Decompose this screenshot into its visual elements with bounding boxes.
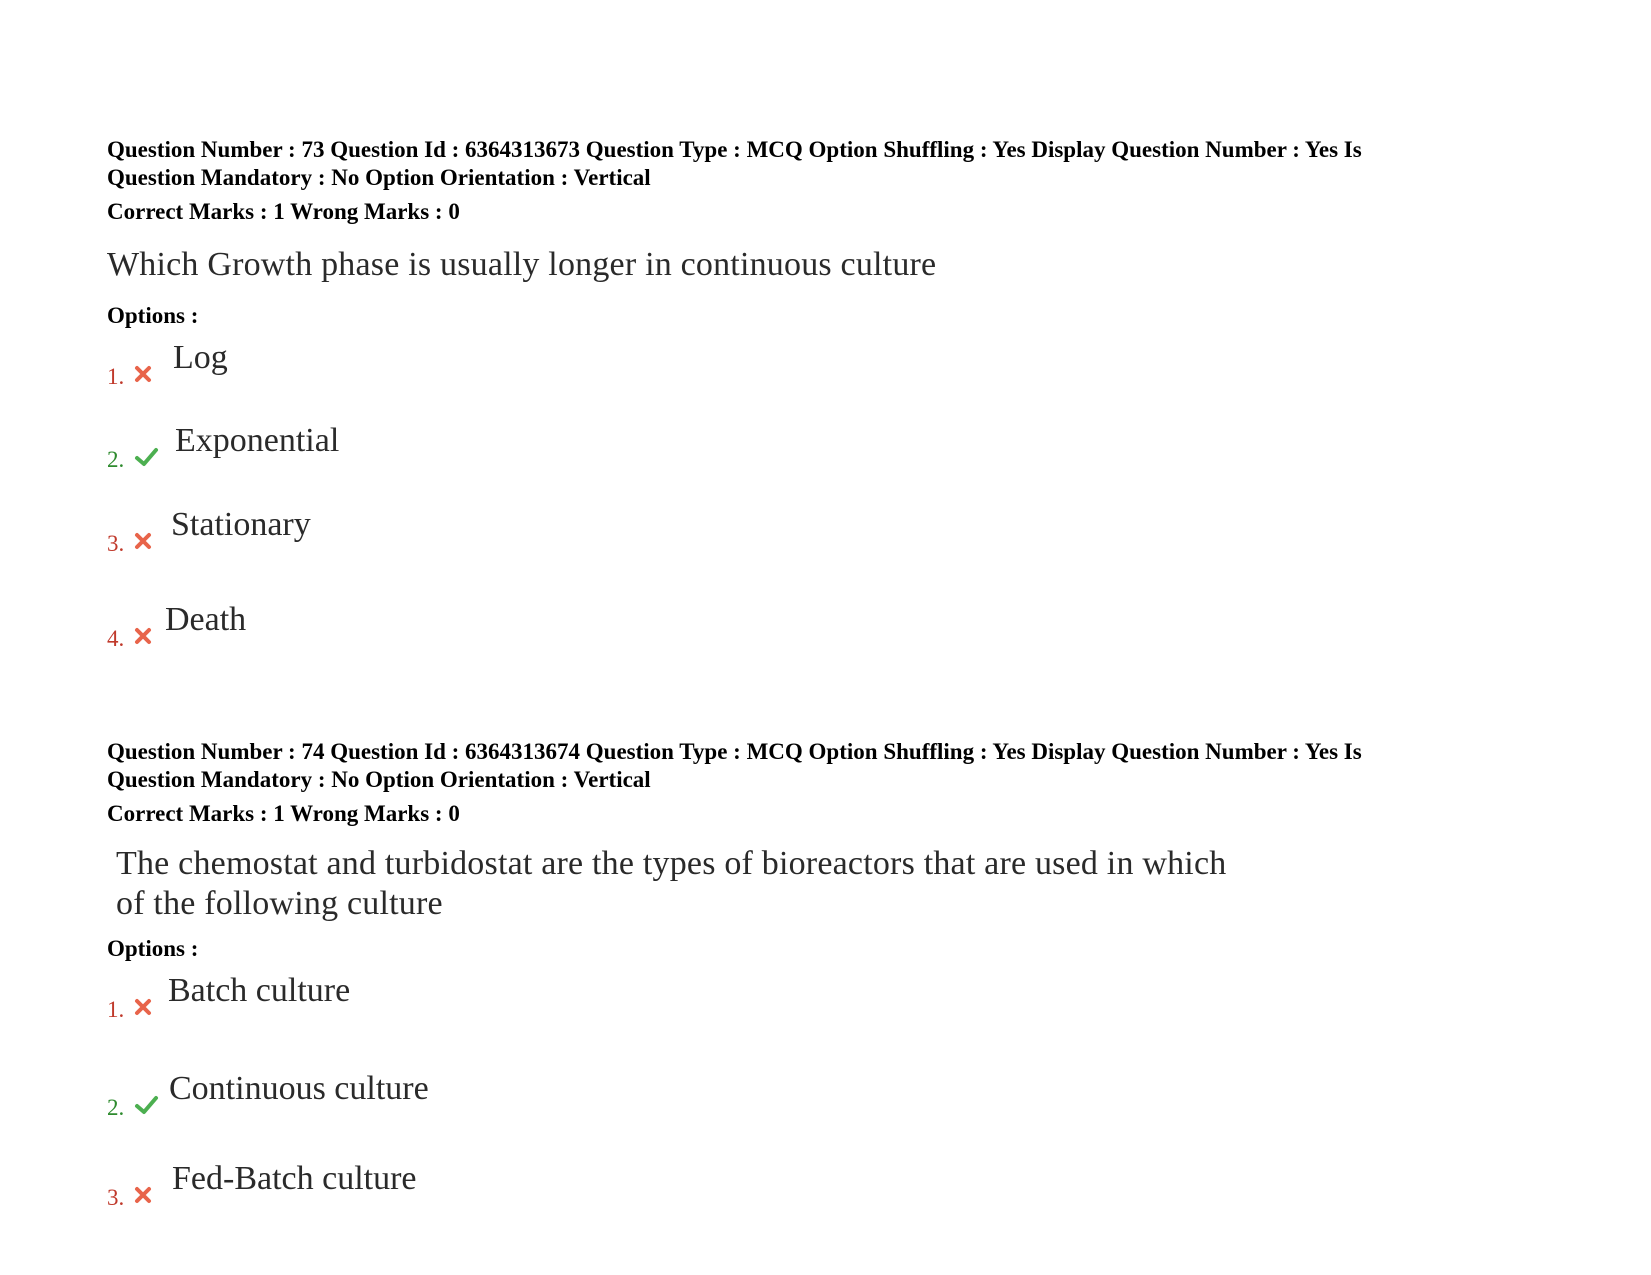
cross-icon (133, 1185, 155, 1205)
question-text (107, 245, 936, 285)
option-number: 2. (107, 1095, 125, 1120)
question-block-74 (107, 738, 1547, 828)
question-meta (107, 136, 1547, 192)
question-meta-line-2: Question Mandatory : No Option Orientation : Vertical (107, 165, 651, 190)
question-meta-line-1: Question Number : 73 Question Id : 6364313673 Question Type : MCQ Option Shuffling : Yes Display Question Number : Yes Is (107, 137, 1362, 162)
option-number: 1. (107, 997, 125, 1022)
option-3 (107, 1159, 807, 1219)
question-meta-line-1: Question Number : 74 Question Id : 6364313674 Question Type : MCQ Option Shuffling : Yes Display Question Number : Yes Is (107, 739, 1362, 764)
option-number: 3. (107, 1185, 125, 1210)
option-number: 3. (107, 531, 125, 556)
option-1 (107, 338, 807, 398)
option-2 (107, 1069, 807, 1129)
option-2 (107, 421, 807, 481)
question-text-line-2: of the following culture (116, 885, 443, 922)
options-label: Options : (107, 936, 199, 961)
option-text: Stationary (171, 506, 311, 543)
question-text-line-1: Which Growth phase is usually longer in continuous culture (107, 246, 937, 283)
check-icon (133, 447, 159, 467)
cross-icon (133, 531, 155, 551)
option-number: 2. (107, 447, 125, 472)
question-text (116, 844, 1226, 924)
option-text: Exponential (175, 422, 340, 459)
option-number: 4. (107, 626, 125, 651)
check-icon (133, 1095, 159, 1115)
option-1 (107, 971, 807, 1031)
option-number: 1. (107, 364, 125, 389)
option-4 (107, 600, 807, 660)
cross-icon (133, 626, 155, 646)
option-text: Continuous culture (169, 1070, 429, 1107)
question-text-line-1: The chemostat and turbidostat are the types of bioreactors that are used in which (116, 845, 1227, 882)
options-label: Options : (107, 303, 199, 328)
option-text: Death (165, 601, 247, 638)
cross-icon (133, 997, 155, 1017)
option-text: Batch culture (168, 972, 351, 1009)
option-text: Fed-Batch culture (172, 1160, 417, 1197)
question-marks: Correct Marks : 1 Wrong Marks : 0 (107, 801, 460, 826)
question-meta (107, 738, 1547, 794)
option-text: Log (173, 339, 228, 376)
option-3 (107, 505, 807, 565)
cross-icon (133, 364, 155, 384)
question-marks: Correct Marks : 1 Wrong Marks : 0 (107, 199, 460, 224)
question-block-73 (107, 136, 1547, 226)
question-meta-line-2: Question Mandatory : No Option Orientation : Vertical (107, 767, 651, 792)
